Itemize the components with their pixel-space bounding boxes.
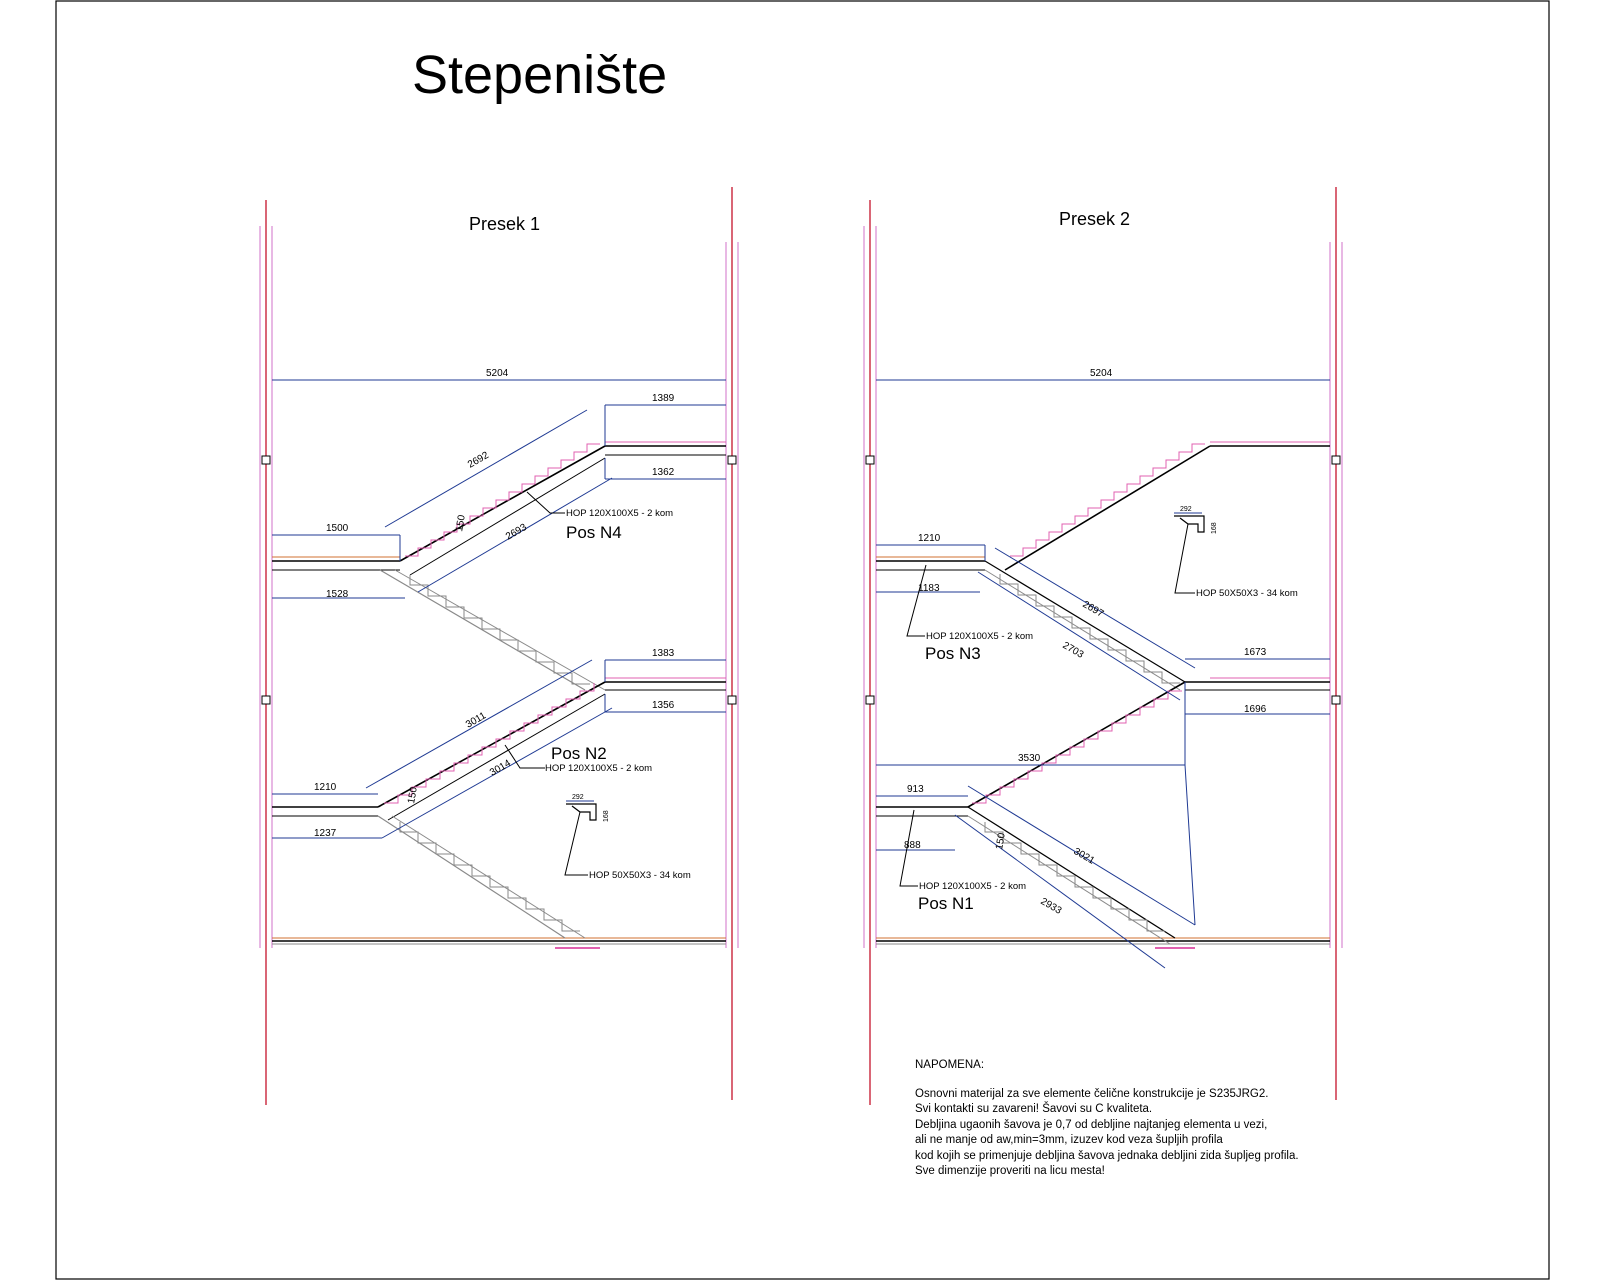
column-connection: [866, 696, 874, 704]
position-label: Pos N3: [925, 644, 981, 663]
beam-label: HOP 120X100X5 - 2 kom: [926, 631, 1034, 642]
notes-line: ali ne manje od aw,min=3mm, izuzev kod veza šupljih profila: [915, 1134, 1223, 1146]
position-label: Pos N2: [551, 744, 607, 763]
notes-line: Svi kontakti su zavareni! Šavovi su C kvaliteta.: [915, 1103, 1153, 1115]
dim-text: 1500: [326, 523, 349, 534]
flight-n2-steps: [384, 683, 594, 803]
notes-line: Sve dimenzije proveriti na licu mesta!: [915, 1165, 1105, 1177]
svg-text:168: 168: [603, 810, 610, 822]
angle-detail: [1174, 506, 1218, 593]
dim-text: 3021: [1071, 846, 1097, 867]
svg-text:168: 168: [1211, 522, 1218, 534]
dim-text: 5204: [486, 368, 509, 379]
dim-text: 1210: [314, 782, 337, 793]
dim-text: 3014: [488, 757, 513, 779]
section-title-presek-1: Presek 1: [469, 214, 541, 234]
notes-line: Osnovni materijal za sve elemente čelične konstrukcije je S235JRG2.: [915, 1087, 1269, 1100]
flight-upper-steps: [1010, 444, 1205, 556]
dim-text: 3011: [464, 710, 489, 731]
dim-text: 2697: [1080, 599, 1106, 620]
dim-text: 1696: [1244, 704, 1267, 715]
beam-label: HOP 120X100X5 - 2 kom: [566, 508, 674, 519]
column-connection: [728, 456, 736, 464]
column-connection: [262, 456, 270, 464]
dim-text: 1356: [652, 700, 675, 711]
svg-text:292: 292: [1180, 506, 1192, 513]
column-connection: [866, 456, 874, 464]
dim-text: 1383: [652, 648, 675, 659]
dim-text: 913: [907, 784, 924, 795]
dim-text: 150: [454, 514, 468, 533]
dim-text: 1528: [326, 589, 349, 600]
angle-detail: [565, 794, 610, 875]
dim-text: 2692: [466, 449, 491, 471]
dim-text: 150: [994, 832, 1008, 851]
leader-line: [527, 492, 565, 513]
column-connection: [262, 696, 270, 704]
dim-text: 888: [904, 840, 921, 851]
dim-text: 150: [406, 786, 420, 805]
notes-line: Debljina ugaonih šavova je 0,7 od debljine najtanjeg elementa u vezi,: [915, 1118, 1268, 1131]
flight-n3-steps: [1000, 574, 1180, 683]
svg-text:292: 292: [572, 794, 584, 801]
dim-text: 2693: [504, 521, 529, 543]
flight-n1-stringer: [968, 807, 1175, 938]
leader-line: [907, 565, 926, 636]
flight-lower-stringer: [968, 682, 1185, 807]
sheet-border: [56, 1, 1549, 1279]
section-1: [260, 187, 738, 1105]
dim-ext: [1185, 765, 1195, 925]
column-connection: [1332, 696, 1340, 704]
dim-text: 1673: [1244, 647, 1267, 658]
beam-label: HOP 120X100X5 - 2 kom: [919, 881, 1027, 892]
dim-text: 1362: [652, 467, 675, 478]
notes-heading: NAPOMENA:: [915, 1059, 985, 1071]
notes-block: [915, 1058, 1299, 1180]
position-label: Pos N1: [918, 894, 974, 913]
angle-label: HOP 50X50X3 - 34 kom: [589, 870, 691, 881]
angle-label: HOP 50X50X3 - 34 kom: [1196, 588, 1298, 599]
notes-line: kod kojih se primenjuje debljina šavova jednaka debljini zida šupljeg profila.: [915, 1149, 1299, 1162]
dim-text: 3530: [1018, 753, 1041, 764]
drawing-title: Stepenište: [412, 45, 668, 105]
column-connection: [1332, 456, 1340, 464]
flight-n3-stringer: [985, 561, 1185, 682]
dim-text: 5204: [1090, 368, 1113, 379]
section-title-presek-2: Presek 2: [1059, 209, 1131, 229]
flight-gray-steps: [410, 575, 590, 684]
dim-text: 1183: [918, 583, 940, 594]
column-connection: [728, 696, 736, 704]
section-2: [864, 187, 1342, 1105]
dim-text: 1210: [918, 533, 941, 544]
flight-gray-stringer: [378, 816, 565, 938]
dim-text: 1389: [652, 393, 675, 404]
position-label: Pos N4: [566, 523, 622, 542]
dim-text: 2703: [1060, 640, 1086, 661]
dim-text: 1237: [314, 828, 337, 839]
dim-text: 2933: [1038, 896, 1064, 917]
beam-label: HOP 120X100X5 - 2 kom: [545, 763, 653, 774]
